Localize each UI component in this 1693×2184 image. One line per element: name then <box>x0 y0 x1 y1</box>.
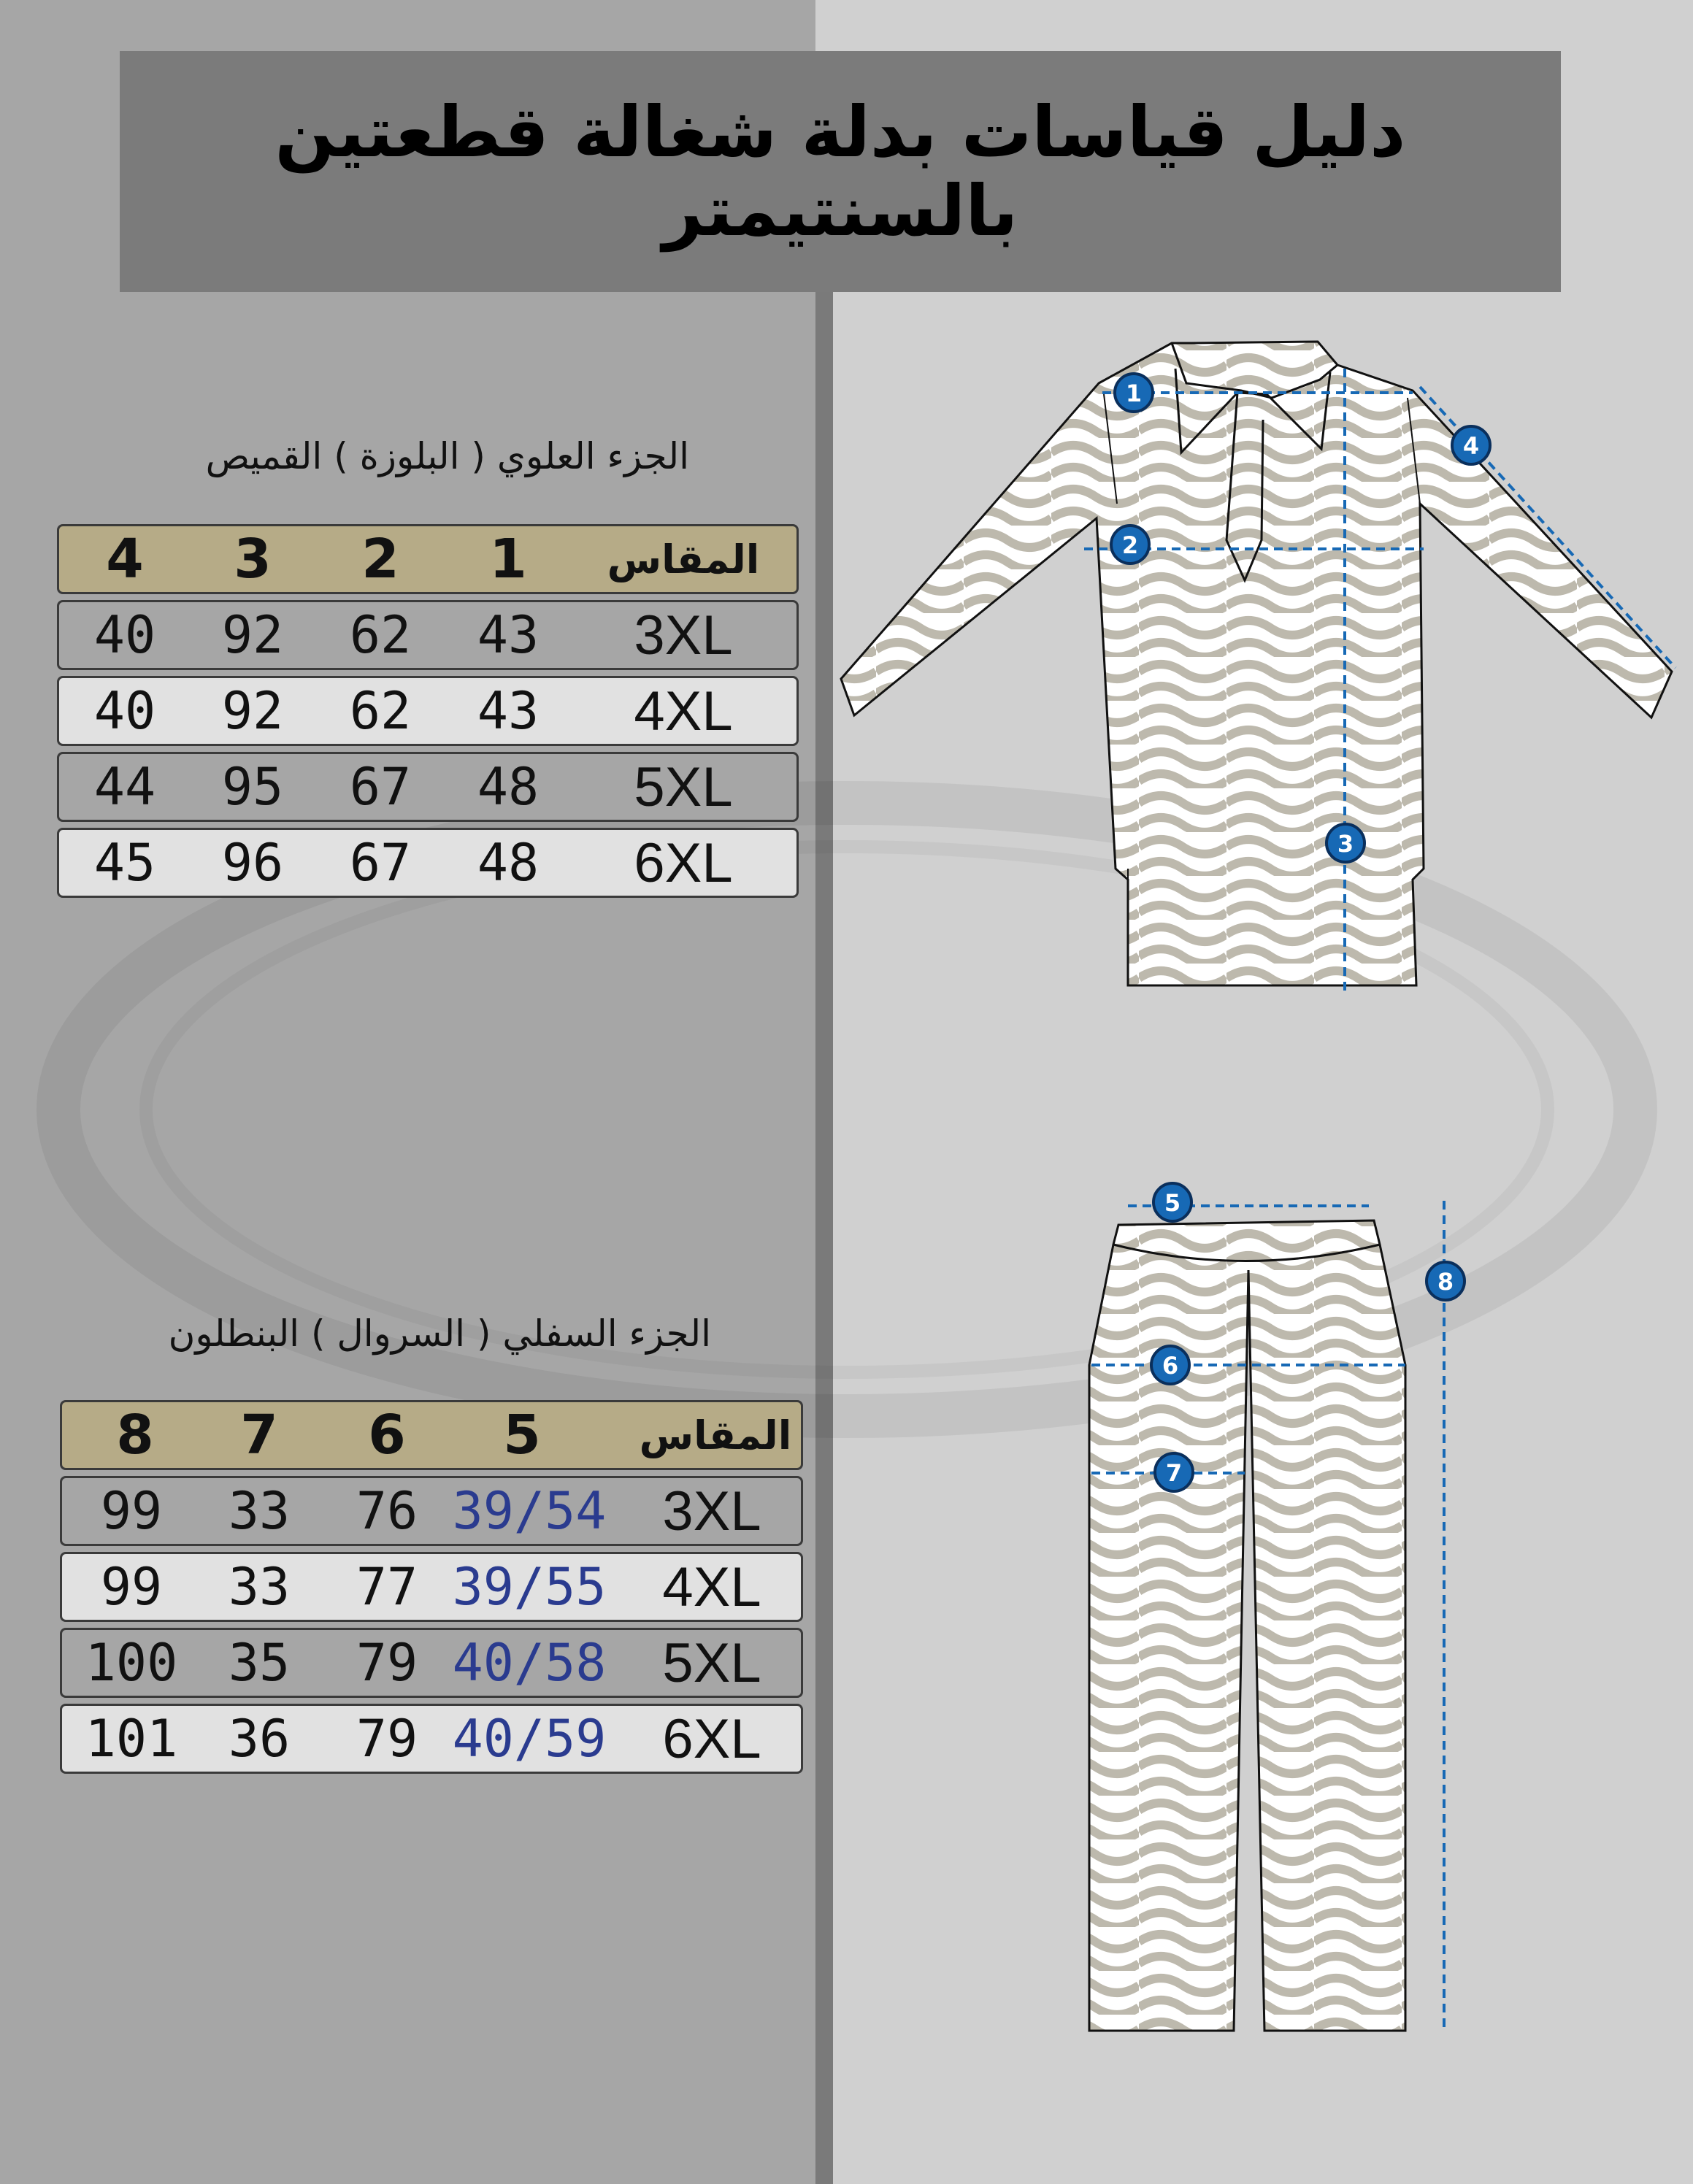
table-cell: 96 <box>221 833 284 893</box>
table-cell: 62 <box>349 681 412 741</box>
svg-text:7: 7 <box>1165 1459 1183 1487</box>
table-cell: 92 <box>221 605 284 665</box>
svg-text:5: 5 <box>1164 1189 1181 1217</box>
pants-outline <box>1089 1220 1405 2031</box>
top-table-caption: الجزء العلوي ( البلوزة ) القميص <box>205 435 689 477</box>
size-cell: 6XL <box>662 1707 761 1770</box>
table-cell: 77 <box>356 1557 418 1617</box>
table-cell: 33 <box>228 1481 291 1541</box>
table-row <box>60 1704 803 1774</box>
size-column-header: المقاس <box>607 536 760 582</box>
table-cell: 45 <box>93 833 156 893</box>
size-cell: 3XL <box>634 604 733 666</box>
svg-text:8: 8 <box>1437 1268 1454 1296</box>
table-cell: 40 <box>93 681 156 741</box>
svg-text:6: 6 <box>1162 1352 1179 1380</box>
table-row <box>57 752 799 822</box>
column-header: 3 <box>234 528 272 591</box>
table-header-row <box>60 1400 803 1470</box>
page-subtitle: بالسنتيمتر <box>662 170 1018 252</box>
waist-cell: 40/58 <box>452 1633 607 1693</box>
column-header: 5 <box>503 1404 541 1466</box>
table-cell: 100 <box>85 1633 178 1693</box>
marker-7 <box>1155 1453 1193 1491</box>
marker-6 <box>1151 1346 1189 1384</box>
size-cell: 3XL <box>662 1480 761 1542</box>
table-cell: 101 <box>85 1709 178 1769</box>
shirt-outline <box>841 342 1672 985</box>
table-cell: 67 <box>349 833 412 893</box>
table-cell: 35 <box>228 1633 291 1693</box>
table-cell: 79 <box>356 1709 418 1769</box>
svg-text:3: 3 <box>1337 830 1354 858</box>
table-cell: 67 <box>349 757 412 817</box>
left-panel <box>0 0 815 2184</box>
svg-text:1: 1 <box>1125 380 1143 407</box>
bottom-size-table <box>60 1400 803 1784</box>
size-cell: 5XL <box>662 1631 761 1694</box>
panel-divider <box>815 292 833 2184</box>
size-cell: 4XL <box>634 680 733 742</box>
column-header: 7 <box>240 1404 278 1466</box>
page-title: دليل قياسات بدلة شغالة قطعتين <box>275 91 1406 173</box>
shirt-diagram <box>832 321 1693 1022</box>
column-header: 4 <box>106 528 144 591</box>
table-cell: 95 <box>221 757 284 817</box>
pants-diagram <box>832 1168 1693 2058</box>
marker-1 <box>1115 374 1153 412</box>
table-cell: 92 <box>221 681 284 741</box>
table-row <box>60 1552 803 1622</box>
svg-text:2: 2 <box>1121 531 1139 559</box>
table-cell: 76 <box>356 1481 418 1541</box>
marker-3 <box>1327 824 1364 862</box>
top-size-table <box>57 524 799 908</box>
marker-4 <box>1452 426 1490 464</box>
column-header: 1 <box>489 528 527 591</box>
table-cell: 40 <box>93 605 156 665</box>
table-row <box>57 600 799 670</box>
marker-8 <box>1427 1262 1464 1300</box>
table-cell: 33 <box>228 1557 291 1617</box>
column-header: 2 <box>361 528 399 591</box>
waist-cell: 39/54 <box>452 1481 607 1541</box>
table-cell: 43 <box>477 605 540 665</box>
table-row <box>60 1476 803 1546</box>
waist-cell: 40/59 <box>452 1709 607 1769</box>
svg-text:4: 4 <box>1462 432 1480 460</box>
table-row <box>57 676 799 746</box>
column-header: 8 <box>116 1404 154 1466</box>
size-cell: 6XL <box>634 831 733 894</box>
table-cell: 79 <box>356 1633 418 1693</box>
column-header: 6 <box>368 1404 406 1466</box>
table-cell: 48 <box>477 757 540 817</box>
table-header-row <box>57 524 799 594</box>
marker-5 <box>1153 1183 1191 1221</box>
table-cell: 43 <box>477 681 540 741</box>
table-cell: 36 <box>228 1709 291 1769</box>
marker-2 <box>1111 526 1149 564</box>
size-column-header: المقاس <box>639 1412 792 1458</box>
table-row <box>57 828 799 898</box>
size-cell: 4XL <box>662 1556 761 1618</box>
size-cell: 5XL <box>634 755 733 818</box>
bottom-table-caption: الجزء السفلي ( السروال ) البنطلون <box>168 1312 711 1355</box>
table-row <box>60 1628 803 1698</box>
table-cell: 48 <box>477 833 540 893</box>
table-cell: 62 <box>349 605 412 665</box>
waist-cell: 39/55 <box>452 1557 607 1617</box>
title-banner <box>120 51 1561 292</box>
table-cell: 99 <box>100 1557 163 1617</box>
table-cell: 99 <box>100 1481 163 1541</box>
table-cell: 44 <box>93 757 156 817</box>
